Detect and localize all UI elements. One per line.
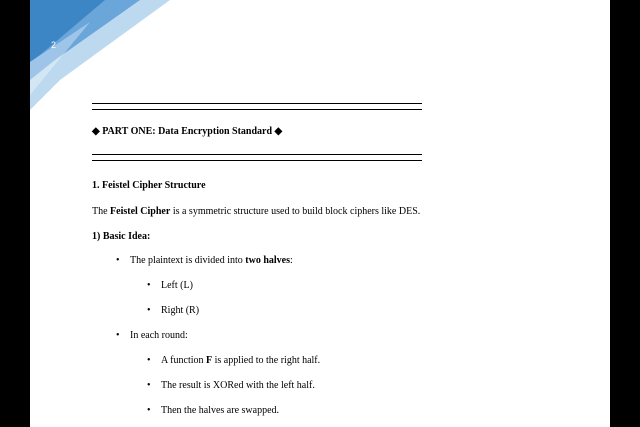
section-heading: 1. Feistel Cipher Structure [92,180,206,191]
double-rule-bottom [92,154,422,161]
slide [30,0,610,427]
list-item: • Left (L) [147,280,193,291]
feistel-cipher-term: Feistel Cipher [110,206,171,217]
list-item: • The result is XORed with the left half. [147,380,315,391]
part-title: ◆ PART ONE: Data Encryption Standard ◆ [92,126,283,137]
slide-number: 2 [51,40,57,50]
list-item: • A function F is applied to the right half. [147,355,321,366]
double-rule-top [92,103,422,110]
intro-paragraph: The Feistel Cipher is a symmetric structure used to build block ciphers like DES. [92,206,421,217]
list-item: • Then the halves are swapped. [147,405,280,416]
corner-decoration [30,0,190,110]
subheading-basic-idea: 1) Basic Idea: [92,231,151,242]
list-item: • In each round: [116,330,188,341]
list-item: • Right (R) [147,305,200,316]
list-item: • The plaintext is divided into two halves: [116,255,293,266]
